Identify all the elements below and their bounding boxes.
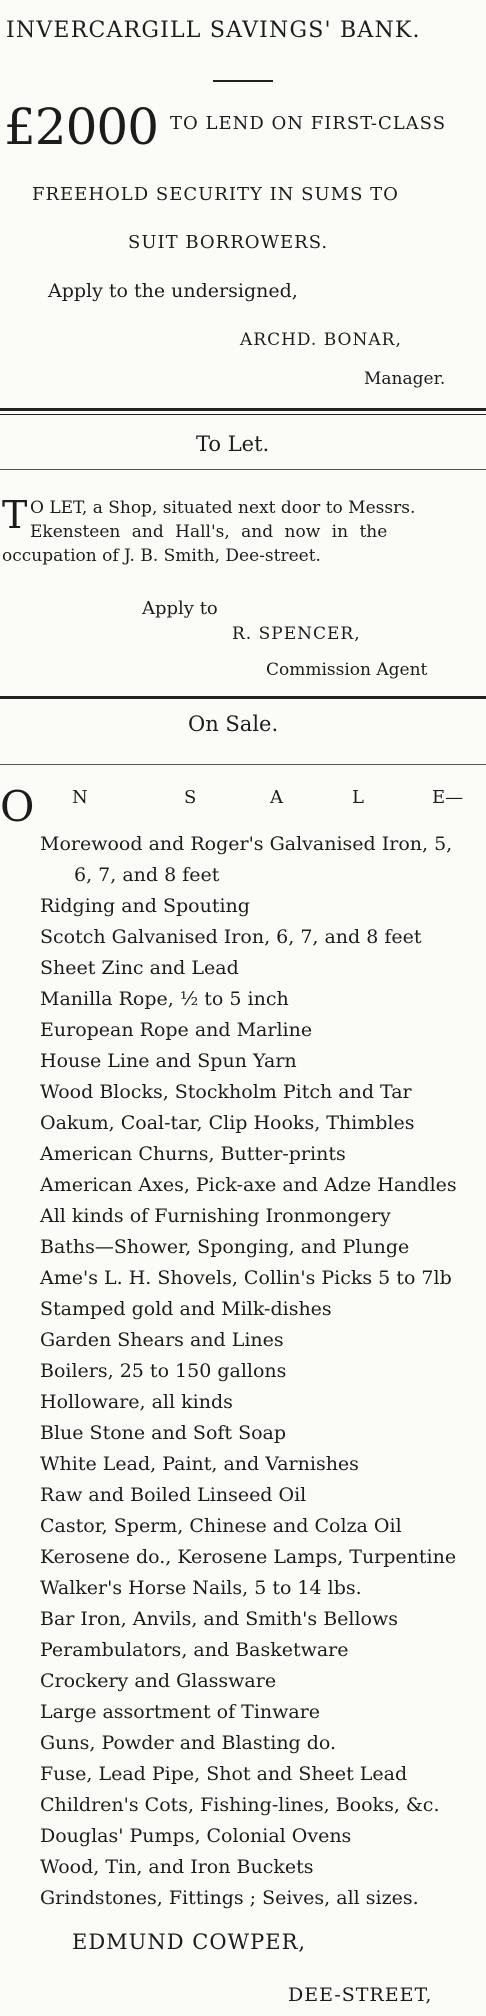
- bank-title: INVERCARGILL SAVINGS' BANK.: [6, 18, 421, 43]
- thick-rule: [0, 696, 486, 699]
- to-let-heading: To Let.: [196, 432, 270, 456]
- on-sale-letter: N: [72, 787, 88, 808]
- list-item: Raw and Boiled Linseed Oil: [40, 1484, 307, 1506]
- list-item: Garden Shears and Lines: [40, 1329, 284, 1351]
- to-let-line-3: occupation of J. B. Smith, Dee-street.: [2, 546, 321, 566]
- list-item: Stamped gold and Milk-dishes: [40, 1298, 332, 1320]
- loan-headline: TO LEND ON FIRST-CLASS: [170, 113, 447, 134]
- on-sale-letter: S: [184, 787, 197, 808]
- list-item: Guns, Powder and Blasting do.: [40, 1732, 337, 1754]
- list-item: Baths—Shower, Sponging, and Plunge: [40, 1236, 410, 1258]
- to-let-apply-text: Apply to: [142, 598, 218, 619]
- loan-line-3: SUIT BORROWERS.: [128, 232, 329, 253]
- bank-signer-role: Manager.: [364, 369, 446, 389]
- list-item: Ame's L. H. Shovels, Collin's Picks 5 to 7lb: [40, 1267, 452, 1289]
- to-let-signer-role: Commission Agent: [266, 660, 428, 680]
- list-item: Douglas' Pumps, Colonial Ovens: [40, 1825, 352, 1847]
- bank-signer: ARCHD. BONAR,: [240, 330, 402, 350]
- on-sale-letter: A: [270, 787, 283, 808]
- on-sale-heading: On Sale.: [188, 712, 279, 736]
- double-rule-bottom: [0, 414, 486, 415]
- list-item: Holloware, all kinds: [40, 1391, 233, 1413]
- on-sale-address: DEE-STREET,: [288, 1984, 433, 2006]
- list-item: Oakum, Coal-tar, Clip Hooks, Thimbles: [40, 1112, 415, 1134]
- to-let-line-2: Ekensteen and Hall's, and now in the: [30, 522, 388, 542]
- loan-line-2: FREEHOLD SECURITY IN SUMS TO: [32, 184, 399, 205]
- list-item: Crockery and Glassware: [40, 1670, 277, 1692]
- list-item: Wood, Tin, and Iron Buckets: [40, 1856, 314, 1878]
- on-sale-letter: E—: [432, 787, 464, 808]
- section-rule: [0, 764, 486, 765]
- list-item: European Rope and Marline: [40, 1019, 313, 1041]
- list-item: Manilla Rope, ½ to 5 inch: [40, 988, 289, 1010]
- list-item: Ridging and Spouting: [40, 895, 250, 917]
- list-item: Morewood and Roger's Galvanised Iron, 5,: [40, 833, 453, 855]
- to-let-line-1: O LET, a Shop, situated next door to Messrs.: [30, 498, 416, 518]
- double-rule-top: [0, 408, 486, 411]
- list-item: Children's Cots, Fishing-lines, Books, &c.: [40, 1794, 440, 1816]
- to-let-drop-cap: T: [2, 493, 28, 537]
- loan-amount: £2000: [4, 98, 159, 156]
- list-item: Blue Stone and Soft Soap: [40, 1422, 287, 1444]
- list-item: White Lead, Paint, and Varnishes: [40, 1453, 359, 1475]
- list-item: American Churns, Butter-prints: [40, 1143, 346, 1165]
- list-item: Boilers, 25 to 150 gallons: [40, 1360, 287, 1382]
- section-rule: [0, 469, 486, 470]
- to-let-signer: R. SPENCER,: [232, 624, 361, 644]
- list-item: Grindstones, Fittings ; Seives, all sizes.: [40, 1887, 419, 1909]
- list-item: All kinds of Furnishing Ironmongery: [40, 1205, 391, 1227]
- list-item: Perambulators, and Basketware: [40, 1639, 349, 1661]
- list-item: Wood Blocks, Stockholm Pitch and Tar: [40, 1081, 412, 1103]
- bank-apply-text: Apply to the undersigned,: [48, 280, 298, 302]
- list-item: Scotch Galvanised Iron, 6, 7, and 8 feet: [40, 926, 422, 948]
- list-item: Bar Iron, Anvils, and Smith's Bellows: [40, 1608, 399, 1630]
- list-item: Castor, Sperm, Chinese and Colza Oil: [40, 1515, 402, 1537]
- on-sale-drop-cap: O: [0, 782, 35, 831]
- list-item: Large assortment of Tinware: [40, 1701, 321, 1723]
- list-item: 6, 7, and 8 feet: [74, 864, 220, 886]
- list-item: Fuse, Lead Pipe, Shot and Sheet Lead: [40, 1763, 408, 1785]
- on-sale-signer: EDMUND COWPER,: [72, 1930, 307, 1954]
- short-rule: [213, 80, 273, 82]
- list-item: Sheet Zinc and Lead: [40, 957, 239, 979]
- list-item: American Axes, Pick-axe and Adze Handles: [40, 1174, 457, 1196]
- on-sale-letter: L: [352, 787, 364, 808]
- list-item: House Line and Spun Yarn: [40, 1050, 297, 1072]
- list-item: Kerosene do., Kerosene Lamps, Turpentine: [40, 1546, 457, 1568]
- list-item: Walker's Horse Nails, 5 to 14 lbs.: [40, 1577, 362, 1599]
